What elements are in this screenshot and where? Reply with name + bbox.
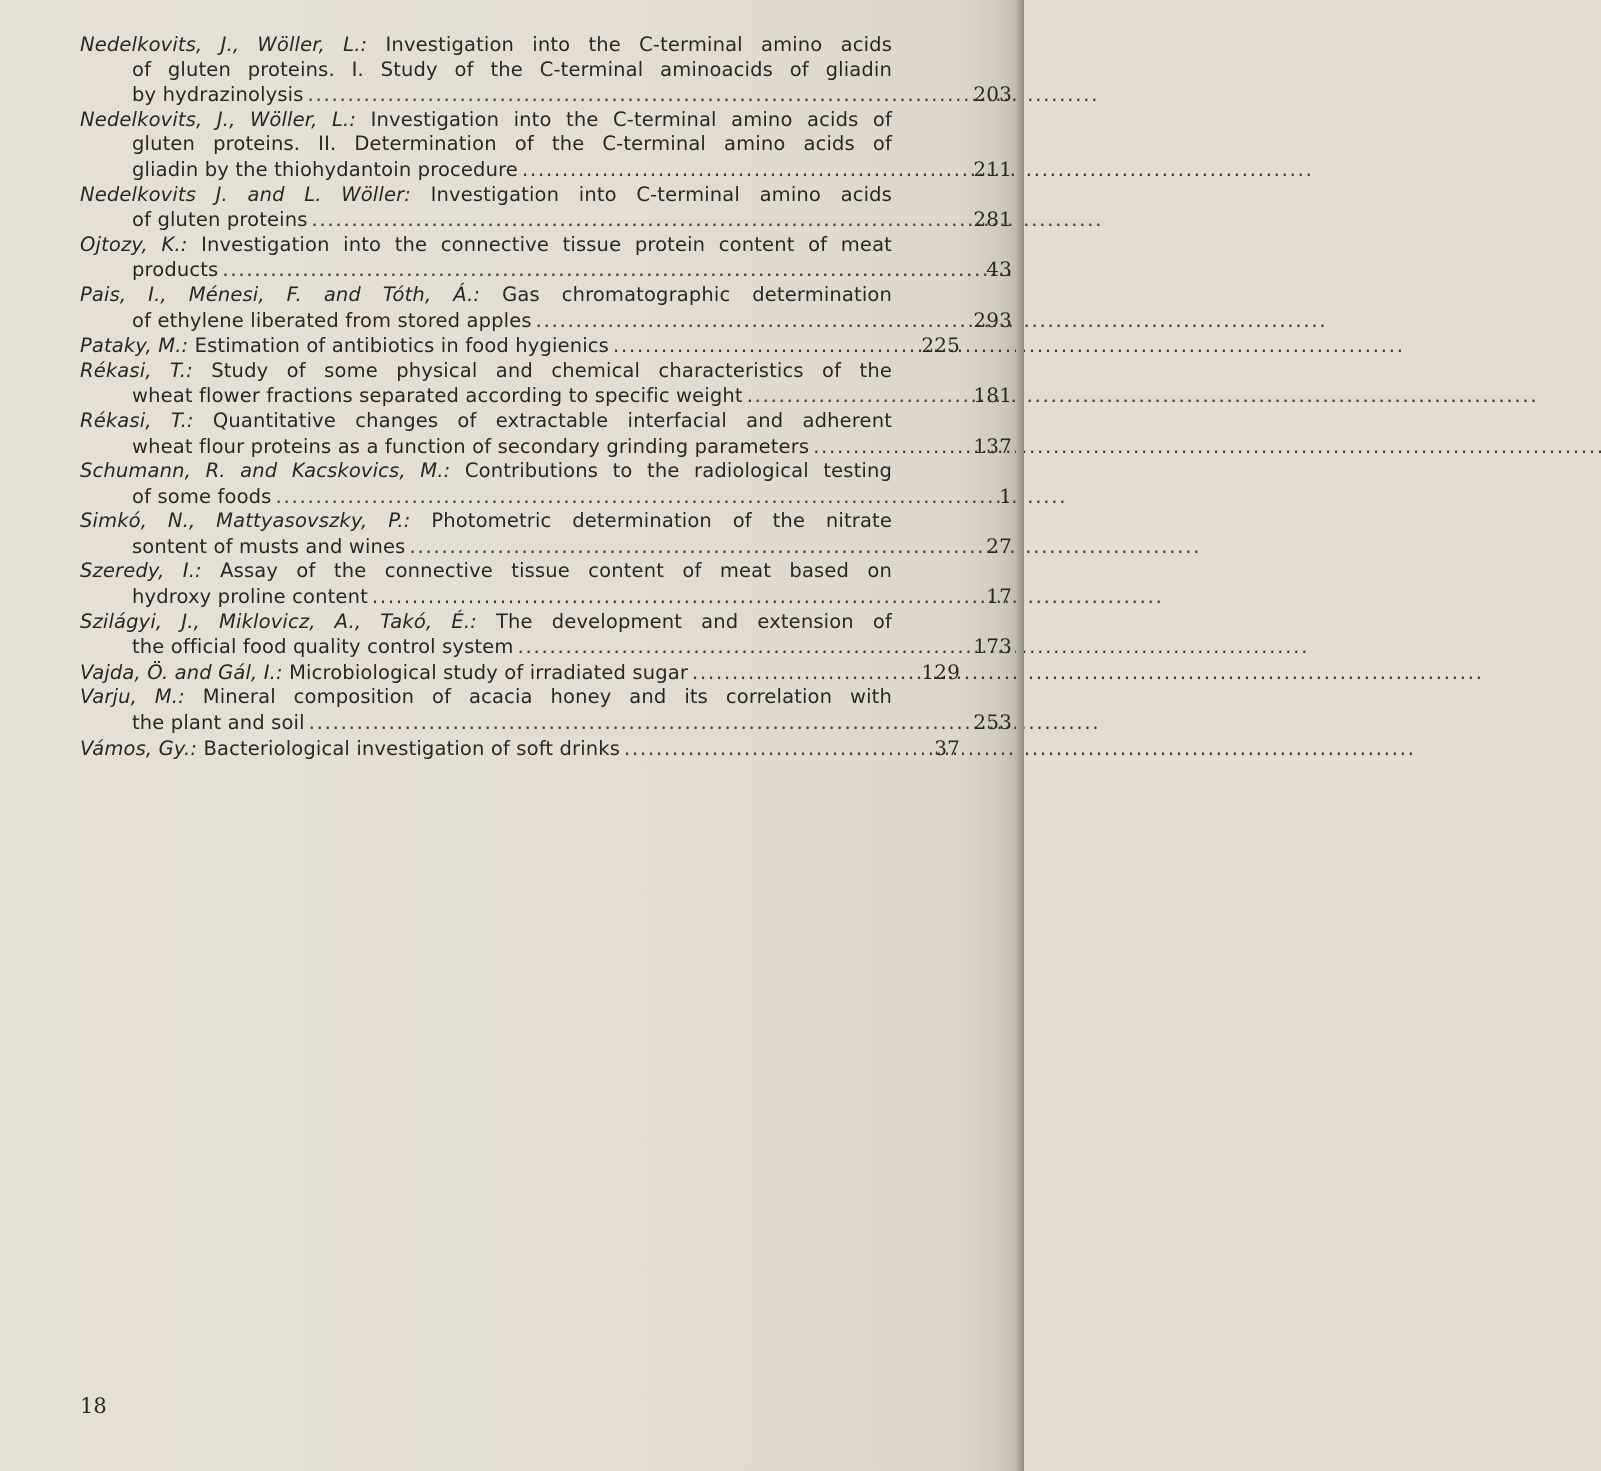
index-entry: [80, 232, 1012, 283]
entry-last-line: [80, 333, 960, 359]
index-entry: [80, 107, 1012, 183]
entry-title: wheat flower fractions separated according to specific weight: [132, 384, 743, 408]
entry-line: [80, 685, 892, 710]
dot-leader: [312, 208, 940, 233]
entry-title: of ethylene liberated from stored apples: [132, 308, 532, 332]
entry-line: [80, 33, 892, 58]
entry-title: Study of some physical and chemical characteristics of the: [211, 358, 892, 382]
entry-title-text: [132, 535, 405, 560]
index-entry: [80, 333, 970, 359]
index-entry: [80, 358, 1012, 409]
entry-title: the plant and soil: [132, 711, 305, 735]
entry-title-text: [80, 334, 609, 359]
entry-title: Investigation into the C-terminal amino acids of: [370, 107, 892, 131]
entry-author: Nedelkovits J. and L. Wöller:: [80, 182, 411, 206]
entry-title: Estimation of antibiotics in food hygienics: [194, 334, 609, 358]
dot-leader: [813, 435, 940, 460]
entry-title: Investigation into C-terminal amino acids: [430, 182, 892, 206]
index-entry: [80, 459, 1012, 509]
index-entry: [80, 559, 1012, 609]
entry-title-text: [132, 485, 272, 510]
entry-page-number: 211: [973, 156, 1012, 181]
entry-line: [80, 58, 892, 83]
entry-author: Szeredy, I.:: [80, 559, 202, 583]
entry-author: Pais, I., Ménesi, F. and Tóth, Á.:: [80, 282, 481, 306]
dot-leader: [624, 737, 888, 762]
dot-leader: [517, 635, 940, 660]
entry-page-number: 203: [973, 82, 1012, 107]
entry-last-line: [80, 534, 1012, 560]
entry-title: Gas chromatographic determination: [502, 282, 892, 306]
dot-leader: [409, 535, 940, 560]
entry-title: Bacteriological investigation of soft drinks: [203, 736, 621, 760]
entry-author: Rékasi, T.:: [80, 408, 194, 432]
entry-title-text: [132, 711, 305, 736]
entry-author: Nedelkovits, J., Wöller, L.:: [80, 33, 368, 56]
dot-leader: [308, 83, 940, 108]
entry-last-line: [80, 257, 1012, 283]
dot-leader: [309, 711, 940, 736]
entry-last-line: [80, 710, 1012, 736]
index-entry: [80, 685, 1012, 735]
dot-leader: [372, 585, 940, 610]
entry-author: Schumann, R. and Kacskovics, M.:: [80, 459, 451, 483]
entry-title-text: [132, 384, 743, 409]
entry-title: of some foods: [132, 484, 272, 508]
index-entry: [80, 33, 1012, 108]
entry-line: [80, 409, 892, 434]
entry-page-number: 37: [934, 735, 960, 760]
entry-page-number: 293: [973, 307, 1012, 332]
entry-author: Rékasi, T.:: [80, 358, 193, 382]
entry-page-number: 181: [973, 383, 1012, 408]
entry-title: Investigation into the C-terminal amino acids: [385, 33, 892, 56]
entry-page-number: 253: [973, 710, 1012, 735]
dot-leader: [522, 158, 940, 183]
entry-title: Assay of the connective tissue content of meat based on: [220, 559, 892, 583]
entry-title-text: [132, 635, 513, 660]
index-entry: [80, 282, 1012, 333]
index-entry: [80, 182, 1012, 233]
author-index-list: [80, 33, 1012, 761]
page-number: 18: [80, 1394, 107, 1418]
entry-line: [80, 183, 892, 208]
entry-author: Nedelkovits, J., Wöller, L.:: [80, 107, 357, 131]
entry-title: Quantitative changes of extractable interfacial and adherent: [212, 408, 892, 432]
dot-leader: [613, 334, 888, 359]
entry-page-number: 173: [973, 634, 1012, 659]
entry-title-text: [80, 661, 688, 686]
dot-leader: [276, 485, 941, 510]
entry-author: Pataky, M.:: [80, 334, 189, 358]
entry-title-text: [132, 83, 304, 108]
index-entry: [80, 609, 1012, 660]
entry-title: Mineral composition of acacia honey and its correlation with: [202, 685, 892, 709]
entry-last-line: [80, 383, 1012, 409]
entry-title: gluten proteins. II. Determination of the C-terminal amino acids of: [132, 132, 892, 156]
entry-page-number: 43: [986, 257, 1012, 282]
entry-title-text: [80, 737, 620, 762]
entry-last-line: [80, 484, 1012, 510]
entry-last-line: [80, 207, 1012, 233]
entry-title: The development and extension of: [495, 609, 892, 633]
entry-last-line: [80, 157, 1012, 183]
entry-line: [80, 610, 892, 635]
entry-title: Photometric determination of the nitrate: [431, 509, 892, 533]
entry-page-number: 137: [973, 433, 1012, 458]
entry-title: gliadin by the thiohydantoin procedure: [132, 157, 518, 181]
entry-last-line: [80, 82, 1012, 108]
entry-title-text: [132, 585, 368, 610]
index-entry: [80, 408, 1012, 459]
entry-last-line: [80, 634, 1012, 660]
dot-leader: [692, 661, 888, 686]
entry-author: Ojtozy, K.:: [80, 232, 188, 256]
entry-title: by hydrazinolysis: [132, 83, 304, 107]
entry-author: Vajda, Ö. and Gál, I.:: [80, 660, 283, 684]
entry-page-number: 1: [999, 483, 1012, 508]
entry-page-number: 27: [986, 533, 1012, 558]
entry-line: [80, 108, 892, 133]
entry-line: [80, 283, 892, 308]
page-edge-shadow: [1016, 0, 1024, 1471]
entry-line: [80, 509, 892, 534]
entry-page-number: 129: [921, 659, 960, 684]
entry-title: sontent of musts and wines: [132, 534, 406, 558]
entry-line: [80, 233, 892, 258]
dot-leader: [747, 384, 940, 409]
entry-title: products: [132, 258, 219, 282]
entry-title: hydroxy proline content: [132, 585, 368, 609]
index-entry: [80, 509, 1012, 559]
dot-leader: [536, 309, 940, 334]
dot-leader: [222, 258, 940, 283]
entry-line: [80, 359, 892, 384]
entry-title-text: [132, 309, 532, 334]
entry-page-number: 225: [921, 333, 960, 358]
entry-last-line: [80, 434, 1012, 460]
entry-title-text: [132, 258, 218, 283]
entry-title: of gluten proteins: [132, 208, 308, 232]
entry-title: of gluten proteins. I. Study of the C-terminal aminoacids of gliadin: [132, 57, 892, 81]
entry-title-text: [132, 158, 518, 183]
entry-page-number: 17: [986, 584, 1012, 609]
entry-last-line: [80, 660, 960, 686]
entry-title: Contributions to the radiological testing: [464, 459, 892, 483]
entry-author: Szilágyi, J., Miklovicz, A., Takó, É.:: [80, 609, 477, 633]
entry-line: [80, 132, 892, 157]
entry-author: Varju, M.:: [80, 685, 185, 709]
index-entry: [80, 736, 970, 762]
entry-last-line: [80, 584, 1012, 610]
entry-title-text: [132, 435, 809, 460]
entry-author: Vámos, Gy.:: [80, 736, 198, 760]
entry-line: [80, 459, 892, 484]
entry-title: the official food quality control system: [132, 635, 514, 659]
entry-last-line: [80, 736, 960, 762]
entry-last-line: [80, 308, 1012, 334]
entry-title: Microbiological study of irradiated sugar: [289, 660, 689, 684]
entry-page-number: 281: [973, 207, 1012, 232]
entry-title-text: [132, 208, 308, 233]
entry-author: Simkó, N., Mattyasovszky, P.:: [80, 509, 411, 533]
entry-title: wheat flour proteins as a function of secondary grinding parameters: [132, 434, 810, 458]
entry-line: [80, 559, 892, 584]
entry-title: Investigation into the connective tissue protein content of meat: [201, 232, 892, 256]
index-entry: [80, 660, 970, 686]
